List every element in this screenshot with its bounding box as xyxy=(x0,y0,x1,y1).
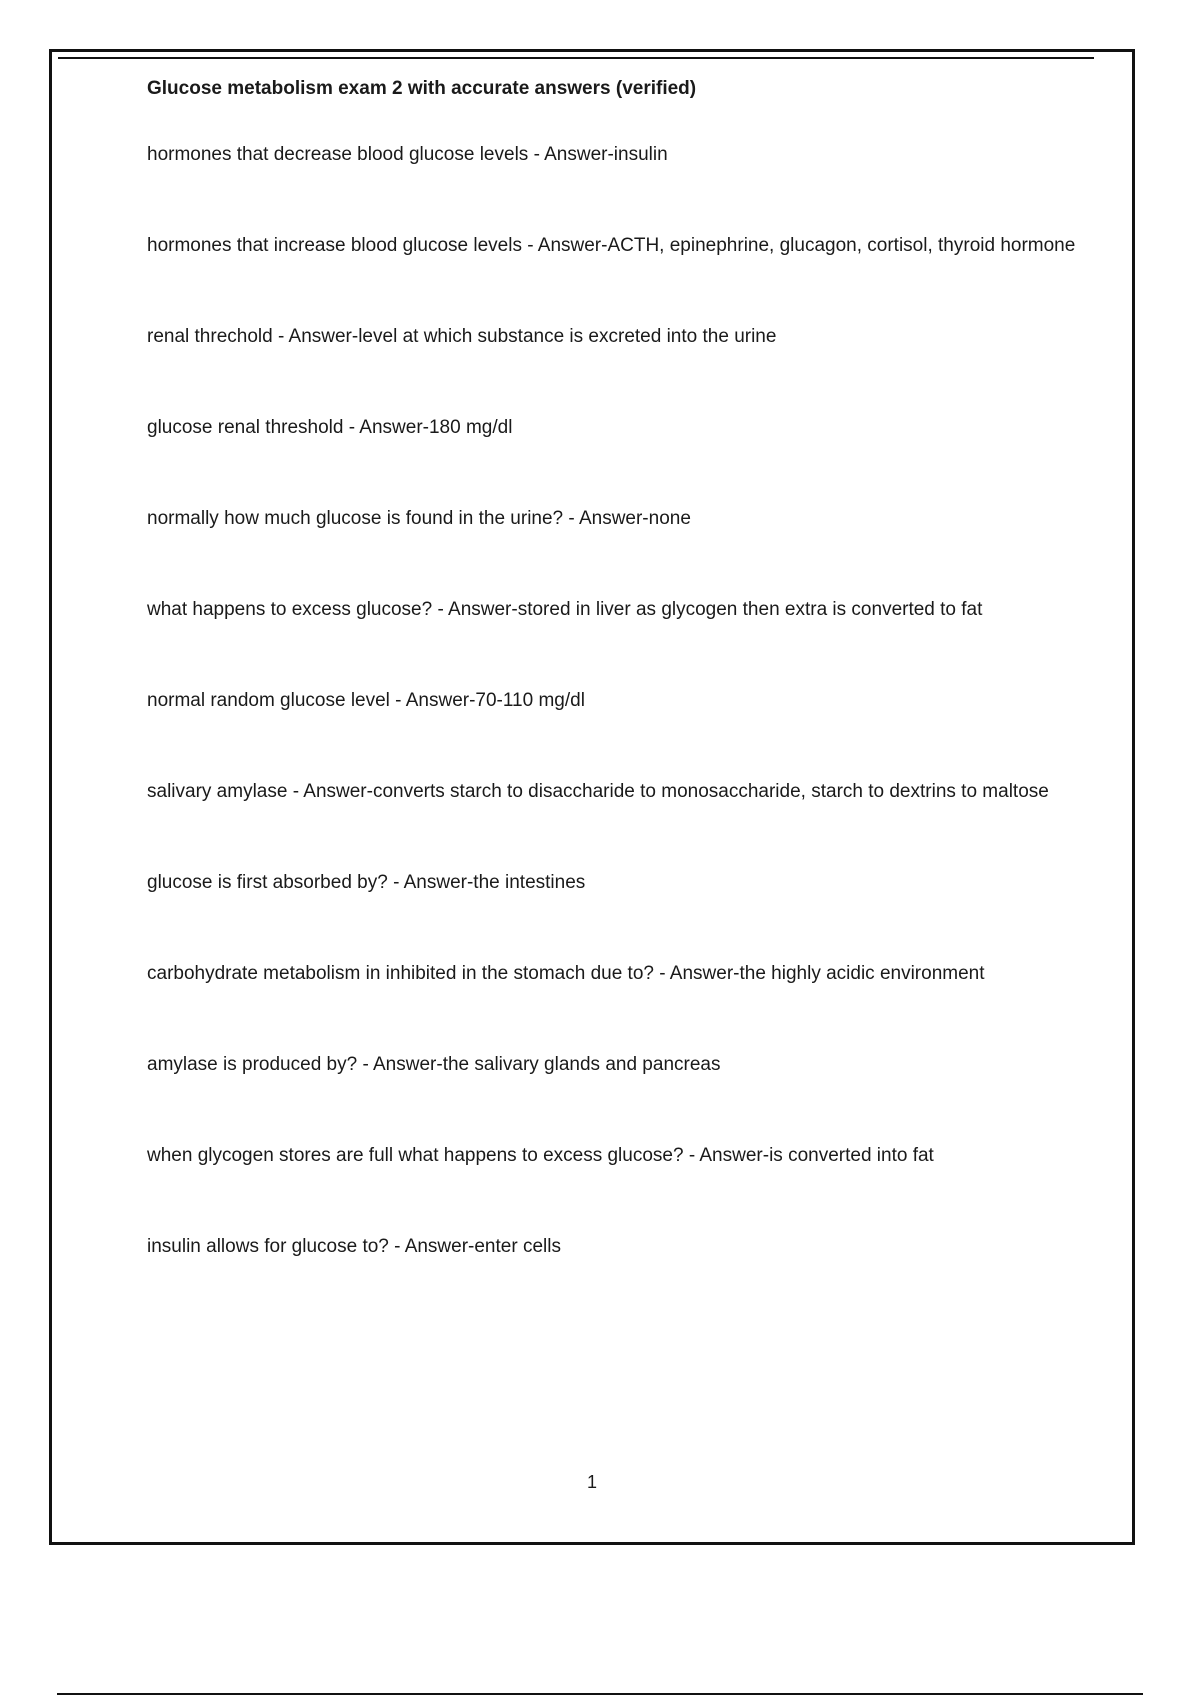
qa-item: insulin allows for glucose to? - Answer-enter cells xyxy=(147,1236,561,1257)
qa-item: amylase is produced by? - Answer-the salivary glands and pancreas xyxy=(147,1054,721,1075)
document-body xyxy=(147,76,1107,1323)
qa-item: what happens to excess glucose? - Answer-stored in liver as glycogen then extra is converted to fat xyxy=(147,599,983,620)
top-rule xyxy=(58,57,1094,59)
next-page-rule xyxy=(57,1693,1143,1695)
qa-item: renal threchold - Answer-level at which substance is excreted into the urine xyxy=(147,326,777,347)
qa-item: carbohydrate metabolism in inhibited in the stomach due to? - Answer-the highly acidic environment xyxy=(147,963,985,984)
page-frame xyxy=(49,49,1135,1545)
qa-item: glucose is first absorbed by? - Answer-the intestines xyxy=(147,872,586,893)
qa-item: glucose renal threshold - Answer-180 mg/dl xyxy=(147,417,513,438)
qa-item: when glycogen stores are full what happens to excess glucose? - Answer-is converted into fat xyxy=(147,1145,934,1166)
document-title: Glucose metabolism exam 2 with accurate answers (verified) xyxy=(147,78,697,99)
page-number: 1 xyxy=(586,1472,597,1492)
qa-item: hormones that decrease blood glucose levels - Answer-insulin xyxy=(147,144,668,165)
qa-item: normally how much glucose is found in the urine? - Answer-none xyxy=(147,508,691,529)
qa-item: hormones that increase blood glucose levels - Answer-ACTH, epinephrine, glucagon, cortisol, thyroid hormone xyxy=(147,235,1076,256)
qa-item: salivary amylase - Answer-converts starch to disaccharide to monosaccharide, starch to dextrins to maltose xyxy=(147,781,1049,802)
qa-list xyxy=(147,140,1107,1262)
qa-item: normal random glucose level - Answer-70-110 mg/dl xyxy=(147,690,585,711)
